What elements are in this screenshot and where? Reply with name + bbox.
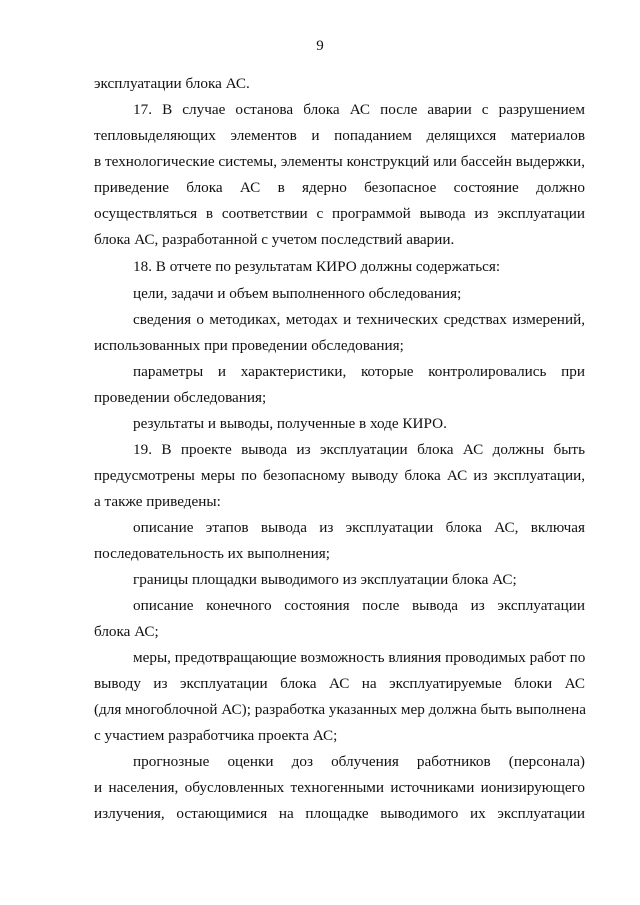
text-line: результаты и выводы, полученные в ходе КИРО. — [133, 415, 447, 432]
text-line: описание конечного состояния после вывода из эксплуатации — [133, 597, 585, 614]
text-line: описание этапов вывода из эксплуатации блока АС, включая — [133, 519, 585, 536]
text-line: прогнозные оценки доз облучения работников (персонала) — [133, 753, 585, 770]
text-line: и населения, обусловленных техногенными источниками ионизирующего — [94, 779, 585, 796]
text-line: приведение блока АС в ядерно безопасное состояние должно — [94, 179, 585, 196]
text-line: проведении обследования; — [94, 389, 267, 406]
text-line: сведения о методиках, методах и технических средствах измерений, — [133, 311, 585, 328]
text-line: излучения, остающимися на площадке выводимого их эксплуатации — [94, 805, 585, 822]
text-line: выводу из эксплуатации блока АС на эксплуатируемые блоки АС — [94, 675, 585, 692]
text-line: меры, предотвращающие возможность влияния проводимых работ по — [133, 649, 586, 666]
text-line: 19. В проекте вывода из эксплуатации блока АС должны быть — [133, 441, 585, 458]
text-line: 17. В случае останова блока АС после аварии с разрушением — [133, 101, 585, 118]
text-line: в технологические системы, элементы конструкций или бассейн выдержки, — [94, 153, 585, 170]
text-line: параметры и характеристики, которые контролировались при — [133, 363, 585, 380]
text-line: границы площадки выводимого из эксплуатации блока АС; — [133, 571, 517, 588]
text-line: с участием разработчика проекта АС; — [94, 727, 338, 744]
text-line: 18. В отчете по результатам КИРО должны содержаться: — [133, 258, 501, 275]
text-line: осуществляться в соответствии с программой вывода из эксплуатации — [94, 205, 585, 222]
page-number: 9 — [316, 38, 324, 54]
text-line: тепловыделяющих элементов и попаданием делящихся материалов — [94, 127, 585, 144]
text-line: эксплуатации блока АС. — [94, 75, 250, 92]
text-line: блока АС, разработанной с учетом последствий аварии. — [94, 231, 455, 248]
text-line: блока АС; — [94, 623, 159, 640]
text-line: использованных при проведении обследования; — [94, 337, 404, 354]
text-line: последовательность их выполнения; — [94, 545, 331, 562]
text-line: цели, задачи и объем выполненного обследования; — [133, 285, 462, 302]
text-line: предусмотрены меры по безопасному выводу блока АС из эксплуатации, — [94, 467, 585, 484]
text-line: а также приведены: — [94, 493, 221, 510]
text-line: (для многоблочной АС); разработка указанных мер должна быть выполнена — [94, 701, 587, 718]
